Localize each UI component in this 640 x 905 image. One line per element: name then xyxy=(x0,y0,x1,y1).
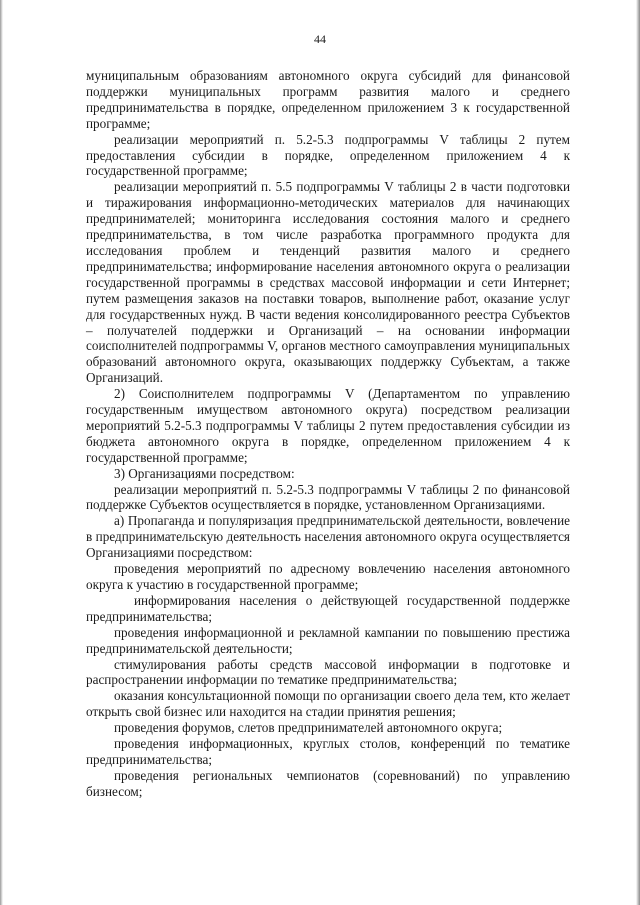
paragraph-12: оказания консультационной помощи по организации своего дела тем, кто желает открыть свой бизнес или находится на стадии принятия решения; xyxy=(86,688,570,720)
page-number: 44 xyxy=(314,32,326,46)
paragraph-7: а) Пропаганда и популяризация предпринимательской деятельности, вовлечение в предпринимательскую деятельность населения автономного округа осуществляется Организациями посредством: xyxy=(86,513,570,561)
paragraph-3: реализации мероприятий п. 5.5 подпрограммы V таблицы 2 в части подготовки и тиражирования информационно-методических материалов для начинающих предпринимателей; мониторинга исследования состояния малого и среднего предпринимательства, в том числе разработка программного продукта для исследования проблем и тенденций развития малого и среднего предпринимательства; информирование населения автономного округа о реализации государственной программы в средствах массовой информации и сети Интернет; путем размещения заказов на поставки товаров, выполнение работ, оказание услуг для государственных нужд. В части ведения консолидированного реестра Субъектов – получателей поддержки и Организаций – на основании информации соисполнителей подпрограммы V, органов местного самоуправления муниципальных образований автономного округа, оказывающих поддержку Субъектам, а также Организаций. xyxy=(86,179,570,386)
document-body xyxy=(86,68,570,800)
scan-left-edge xyxy=(0,0,3,905)
paragraph-1: муниципальным образованиям автономного округа субсидий для финансовой поддержки муниципальных программ развития малого и среднего предпринимательства в порядке, определенном приложением 3 к государственной программе; xyxy=(86,68,570,131)
paragraph-6: реализации мероприятий п. 5.2-5.3 подпрограммы V таблицы 2 по финансовой поддержке Субъектов осуществляется в порядке, установленном Организациями. xyxy=(86,481,570,513)
paragraph-13: проведения форумов, слетов предпринимателей автономного округа; xyxy=(114,720,503,736)
paragraph-2: реализации мероприятий п. 5.2-5.3 подпрограммы V таблицы 2 путем предоставления субсидии в порядке, определенном приложением 4 к государственной программе; xyxy=(86,131,570,179)
paragraph-9: информирования населения о действующей государственной поддержке предпринимательства; xyxy=(86,592,570,624)
paragraph-8: проведения мероприятий по адресному вовлечению населения автономного округа к участию в государственной программе; xyxy=(86,561,570,592)
paragraph-4: 2) Соисполнителем подпрограммы V (Департаментом по управлению государственным имуществом автономного округа) посредством реализации мероприятий 5.2-5.3 подпрограммы V таблицы 2 путем предоставления субсидии из бюджета автономного округа в порядке, определенном приложением 4 к государственной программе; xyxy=(86,386,570,465)
paragraph-11: стимулирования работы средств массовой информации в подготовке и распространении информации по тематике предпринимательства; xyxy=(86,656,570,688)
scan-right-edge xyxy=(636,0,640,905)
paragraph-14: проведения информационных, круглых столов, конференций по тематике предпринимательства; xyxy=(86,736,570,767)
paragraph-15: проведения региональных чемпионатов (соревнований) по управлению бизнесом; xyxy=(86,767,570,799)
paragraph-5: 3) Организациями посредством: xyxy=(114,465,295,481)
paragraph-10: проведения информационной и рекламной кампании по повышению престижа предпринимательской деятельности; xyxy=(86,624,570,656)
